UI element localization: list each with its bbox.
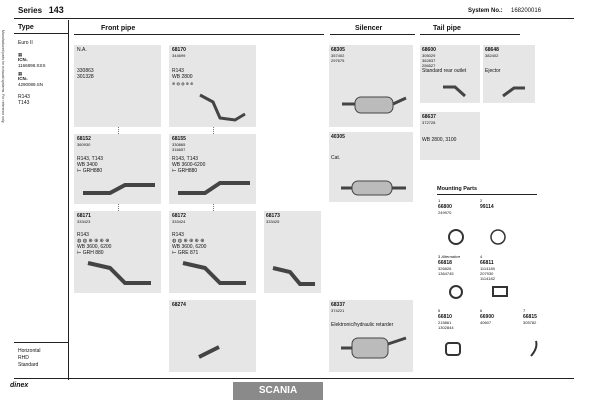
retarder-drawing	[340, 332, 408, 366]
part-text: WB 3400	[77, 162, 98, 168]
front-header-line	[74, 34, 324, 35]
part-sub: 1364745	[438, 271, 454, 276]
part-number: 68305	[331, 47, 345, 53]
part-sub: 215861	[438, 320, 452, 325]
pipe-drawing	[175, 175, 253, 201]
part-text: GRH880	[82, 168, 103, 174]
ring-icon	[485, 226, 511, 248]
part-number: 68600	[422, 47, 436, 53]
clamp-icon	[443, 226, 469, 248]
part-sub: 1302844	[438, 325, 454, 330]
part-sub: 249970	[438, 210, 452, 215]
drive-side: RHD	[18, 355, 29, 361]
part-text: R143	[77, 232, 89, 238]
part-number: 68274	[172, 302, 186, 308]
part-number: 68152	[77, 136, 91, 142]
part-sub: 382402	[485, 53, 499, 58]
gearbox-icon: ⊢	[77, 250, 82, 256]
side-text: Manufactured parts for exhaust systems. For reference only.	[1, 30, 5, 124]
mount-index: 3	[438, 254, 441, 259]
part-sub: 357402	[331, 53, 345, 58]
tail-drawing	[440, 82, 470, 100]
silencer-header-line	[330, 34, 415, 35]
bottom-divider	[14, 342, 68, 343]
type-panel-divider	[68, 20, 69, 380]
part-card-na[interactable]	[74, 45, 161, 127]
part-sub: 362837	[422, 58, 436, 63]
part-text: WB 3600, 6200	[77, 244, 112, 250]
part-sub: 1114182	[480, 276, 495, 281]
fitting-icons: ⊕ ◍ ◍ ⊕ ⊕	[172, 81, 194, 86]
part-number: 68155	[172, 136, 186, 142]
part-text: R143	[172, 232, 184, 238]
part-text: Standard rear outlet	[422, 68, 467, 74]
part-text: R143, T143	[77, 156, 104, 162]
gearbox-icon: ⊢	[172, 168, 177, 174]
bracket-icon	[490, 284, 512, 300]
mounting-underline	[437, 194, 537, 195]
orientation: Horizontal	[18, 348, 41, 354]
brand-footer: SCANIA	[233, 382, 323, 400]
part-sub: 333423	[77, 219, 91, 224]
mount-index: 6	[480, 308, 483, 313]
part-number: 40305	[331, 134, 345, 140]
vehicle-icon-2: ▦	[18, 71, 23, 76]
type-title: Type	[18, 24, 34, 31]
vehicle-icon: ▦	[18, 52, 23, 57]
part-text: WB 3600-6200	[172, 162, 206, 168]
part-sub: 40607	[480, 320, 492, 325]
mount-index: 2	[480, 198, 483, 203]
part-sub: 344699	[172, 53, 186, 58]
part-number: 99114	[480, 204, 494, 210]
part-text: Cat.	[331, 155, 341, 161]
mounting-title: Mounting Parts	[437, 186, 478, 192]
system-no-value: 168200016	[511, 8, 542, 14]
part-text: GRH880	[177, 168, 198, 174]
part-sub: 360930	[77, 142, 91, 147]
pipe-drawing	[270, 262, 318, 290]
na-code-2: 301328	[77, 74, 94, 80]
part-text: Ejector	[485, 68, 501, 74]
mount-index: 4	[480, 254, 483, 259]
part-number: 66800	[438, 204, 452, 210]
part-sub: 372728	[422, 120, 436, 125]
model-1: R143	[18, 94, 30, 100]
clamp-icon	[443, 283, 469, 301]
icn-code-1: ICN	[18, 57, 26, 62]
ejector-drawing	[500, 84, 528, 100]
part-number: 68172	[172, 213, 186, 219]
tail-header-line	[420, 34, 520, 35]
pipe-drawing	[80, 175, 158, 201]
mount-index: 1	[438, 198, 441, 203]
part-text: R143	[172, 68, 184, 74]
system-no-label: System No.:	[468, 8, 503, 14]
code-2: 4290089.SN	[18, 82, 44, 87]
col-front-pipe: Front pipe	[101, 25, 136, 32]
part-number: 68337	[331, 302, 345, 308]
pipe-drawing	[180, 258, 250, 290]
gearbox-icon: ⊢	[172, 250, 177, 256]
na-code-1: 330863	[77, 68, 94, 74]
icn-code-2: ICN	[18, 76, 26, 81]
mount-index: 7	[523, 308, 526, 313]
part-number: 66818	[438, 260, 452, 266]
footer-line	[14, 378, 574, 379]
series-label: Series 143	[18, 5, 64, 15]
part-number: 66811	[480, 260, 494, 266]
part-number: 68173	[266, 213, 280, 219]
part-number: 66900	[480, 314, 494, 320]
part-sub: 297675	[331, 58, 345, 63]
connector	[118, 204, 119, 211]
part-text: WB 2800, 3100	[422, 137, 457, 143]
part-sub: 305029	[422, 53, 436, 58]
part-text: GRE 871	[177, 250, 199, 256]
part-text: GRH 880	[82, 250, 104, 256]
hanger-icon	[443, 340, 465, 360]
standard-label: Standard	[18, 362, 39, 368]
mount-index: 5	[438, 308, 441, 313]
silencer-drawing	[340, 178, 408, 200]
part-sub: 305782	[523, 320, 537, 325]
part-number: 68171	[77, 213, 91, 219]
part-sub: 374221	[331, 308, 345, 313]
pipe-drawing	[195, 342, 225, 362]
part-sub: 333424	[172, 219, 186, 224]
euro-class: Euro II	[18, 40, 33, 46]
connector	[213, 127, 214, 134]
pipe-drawing	[195, 90, 250, 125]
part-text: Elektronic/hydraulic retarder	[331, 322, 394, 328]
part-text: WB 3600, 6200	[172, 244, 207, 250]
part-sub: 333425	[266, 219, 280, 224]
gearbox-icon: ⊢	[77, 168, 82, 174]
model-2: T143	[18, 100, 30, 106]
part-sub: 207930	[480, 271, 494, 276]
silencer-drawing	[340, 92, 408, 122]
dinex-logo: dinex	[10, 382, 29, 389]
part-number: 68170	[172, 47, 186, 53]
fitting-icons: ◍ ◍ ⊕ ⊕ ⊕ ⊕	[172, 238, 205, 244]
pipe-drawing	[85, 258, 155, 290]
col-silencer: Silencer	[355, 25, 383, 32]
part-sub: 316657	[172, 147, 186, 152]
part-sub: 256527	[422, 63, 436, 68]
part-text: WB 2800	[172, 74, 193, 80]
part-sub: 1114180	[480, 266, 495, 271]
na-label: N.A.	[77, 47, 87, 53]
part-number: 66810	[438, 314, 452, 320]
part-number: 68637	[422, 114, 436, 120]
fitting-icons: ◍ ◍ ⊕ ⊕ ⊕ ⊕	[77, 238, 110, 244]
connector	[118, 127, 119, 134]
col-tail-pipe: Tail pipe	[433, 25, 461, 32]
type-underline	[14, 33, 68, 34]
connector	[213, 204, 214, 211]
part-number: 66815	[523, 314, 537, 320]
part-text: R143, T143	[172, 156, 199, 162]
part-number: 68648	[485, 47, 499, 53]
part-sub: 326826	[438, 266, 452, 271]
mount-note: Alternative	[441, 254, 461, 259]
strap-icon	[528, 338, 550, 360]
code-1: 1166898.SSS	[18, 63, 46, 68]
part-sub: 330865	[172, 142, 186, 147]
